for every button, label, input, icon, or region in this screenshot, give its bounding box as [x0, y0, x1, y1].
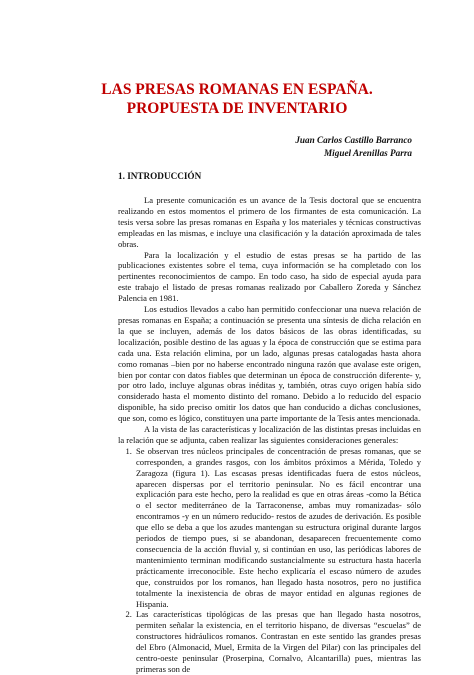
paragraph: A la vista de las características y localización de las distintas presas incluidas en la relación que se adjunta, caben realizar las siguientes consideraciones generales: [118, 424, 421, 445]
list-item: 2. Las características tipológicas de las presas que han llegado hasta nosotros, permiten señalar la existencia, en el territorio hispano, de diversas “escuelas” de constructores hidráulicos romanos. Contrastan en este sentido las grandes presas del Ebro (Almonacid, Muel, Ermita de la Virgen del Pilar) con las principales del centro-oeste peninsular (Proserpina, Cornalvo, Alcantarilla) pues, mientras las primeras son de [134, 609, 421, 674]
author-list [295, 134, 412, 159]
paragraph: Los estudios llevados a cabo han permitido confeccionar una nueva relación de presas romanas en España; a continuación se presenta una síntesis de dicha relación en la que se incluyen, además de los datos básicos de las obras identificadas, su localización, posible destino de las aguas y la época de construcción que se estima para cada una. Esta relación elimina, por un lado, algunas presas catalogadas hasta ahora como romanas –bien por no haberse encontrado ninguna razón que avalase este origen, bien por contar con datos fiables que determinan un época de construcción diferente- y, por otro lado, incluye algunas obras inéditas y, también, otras cuyo origen había sido considerado hasta el momento distinto del romano. Debido a lo reducido del espacio disponible, ha sido preciso omitir los datos que han conducido a dichas conclusiones, que son, como es lógico, constituyen una parte importante de la Tesis antes mencionada. [118, 304, 421, 424]
document-title [0, 80, 474, 118]
section-heading: 1. INTRODUCCIÓN [118, 171, 202, 181]
list-item: 1. Se observan tres núcleos principales de concentración de presas romanas, que se corresponden, a grandes rasgos, con los ámbitos próximos a Mérida, Toledo y Zaragoza (figura 1). Las escasas presas identificadas fuera de estos núcleos, aparecen dispersas por el territorio peninsular. No es fácil encontrar una explicación para este hecho, pero la realidad es que en otras áreas -como la Bética o el sector mediterráneo de la Tarraconense, ambas muy romanizadas- sólo encontramos -y en un número reducido- restos de azudes de derivación. Es posible que ello se deba a que los azudes mantengan su estructura original durante largos periodos de tiempo pues, si se abandonan, desaparecen frecuentemente como consecuencia de la acción fluvial y, si continúan en uso, las periódicas labores de mantenimiento terminan modificando sustancialmente su estructura hasta hacerla prácticamente irreconocible. Este hecho explicaría el escaso número de azudes que, construidos por los romanos, han llegado hasta nosotros, pero no justifica totalmente la inexistencia de obras de mayor entidad en algunas regiones de Hispania. [134, 446, 421, 610]
body-text [118, 195, 421, 675]
considerations-list [118, 446, 421, 675]
author-name: Miguel Arenillas Parra [324, 147, 412, 158]
title-line-1: LAS PRESAS ROMANAS EN ESPAÑA. [101, 81, 373, 98]
paragraph: Para la localización y el estudio de estas presas se ha partido de las publicaciones existentes sobre el tema, cuya información se ha completado con los pertinentes reconocimientos de campo. En todo caso, ha sido de especial ayuda para este trabajo el listado de presas romanas realizado por Caballero Zoreda y Sánchez Palencia en 1981. [118, 249, 421, 304]
title-line-2: PROPUESTA DE INVENTARIO [126, 100, 348, 117]
paragraph: La presente comunicación es un avance de la Tesis doctoral que se encuentra realizando en estos momentos el primero de los firmantes de esta comunicación. La tesis versa sobre las presas romanas en España y los materiales y técnicas constructivas empleadas en las mismas, e incluye una clasificación y la datación aproximada de tales obras. [118, 195, 421, 249]
author-name: Juan Carlos Castillo Barranco [295, 135, 412, 145]
